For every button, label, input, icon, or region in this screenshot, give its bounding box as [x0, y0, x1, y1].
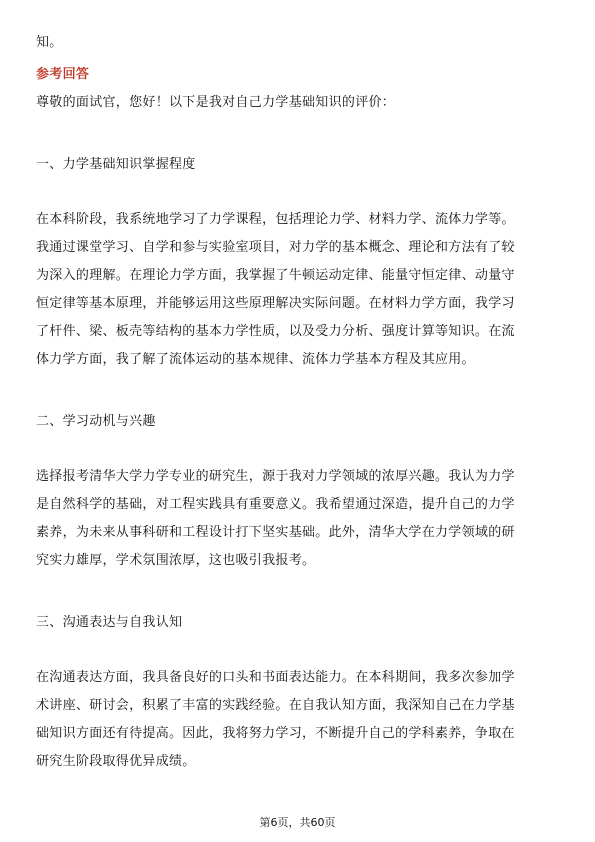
paragraph-line: 在本科阶段，我系统地学习了力学课程，包括理论力学、材料力学、流体力学等。 [36, 212, 515, 227]
section-heading-1: 一、力学基础知识掌握程度 [36, 157, 196, 172]
paragraph-line: 恒定律等基本原理，并能够运用这些原理解决实际问题。在材料力学方面，我学习 [36, 296, 515, 311]
paragraph-line: 选择报考清华大学力学专业的研究生，源于我对力学领域的浓厚兴趣。我认为力学 [36, 469, 515, 484]
paragraph-line: 究实力雄厚，学术氛围浓厚，这也吸引我报考。 [36, 553, 316, 568]
paragraph-line: 了杆件、梁、板壳等结构的基本力学性质，以及受力分析、强度计算等知识。在流 [36, 324, 515, 339]
paragraph-line: 素养，为未来从事科研和工程设计打下坚实基础。此外，清华大学在力学领域的研 [36, 525, 515, 540]
greeting-text: 尊敬的面试官，您好！以下是我对自己力学基础知识的评价： [36, 95, 396, 110]
section-heading-2: 二、学习动机与兴趣 [36, 414, 156, 429]
paragraph-line: 础知识方面还有待提高。因此，我将努力学习，不断提升自己的学科素养，争取在 [36, 726, 515, 741]
paragraph-line: 我通过课堂学习、自学和参与实验室项目，对力学的基本概念、理论和方法有了较 [36, 240, 515, 255]
paragraph-line: 术讲座、研讨会，积累了丰富的实践经验。在自我认知方面，我深知自己在力学基 [36, 698, 515, 713]
answer-label: 参考回答 [36, 67, 90, 82]
lead-fragment: 知。 [36, 35, 63, 50]
paragraph-line: 研究生阶段取得优异成绩。 [36, 754, 196, 769]
paragraph-line: 在沟通表达方面，我具备良好的口头和书面表达能力。在本科期间，我多次参加学 [36, 670, 515, 685]
section-heading-3: 三、沟通表达与自我认知 [36, 615, 183, 630]
page-number: 第6页，共60页 [259, 816, 336, 829]
paragraph-line: 为深入的理解。在理论力学方面，我掌握了牛顿运动定律、能量守恒定律、动量守 [36, 268, 515, 283]
paragraph-line: 是自然科学的基础，对工程实践具有重要意义。我希望通过深造，提升自己的力学 [36, 497, 515, 512]
paragraph-line: 体力学方面，我了解了流体运动的基本规律、流体力学基本方程及其应用。 [36, 352, 475, 367]
